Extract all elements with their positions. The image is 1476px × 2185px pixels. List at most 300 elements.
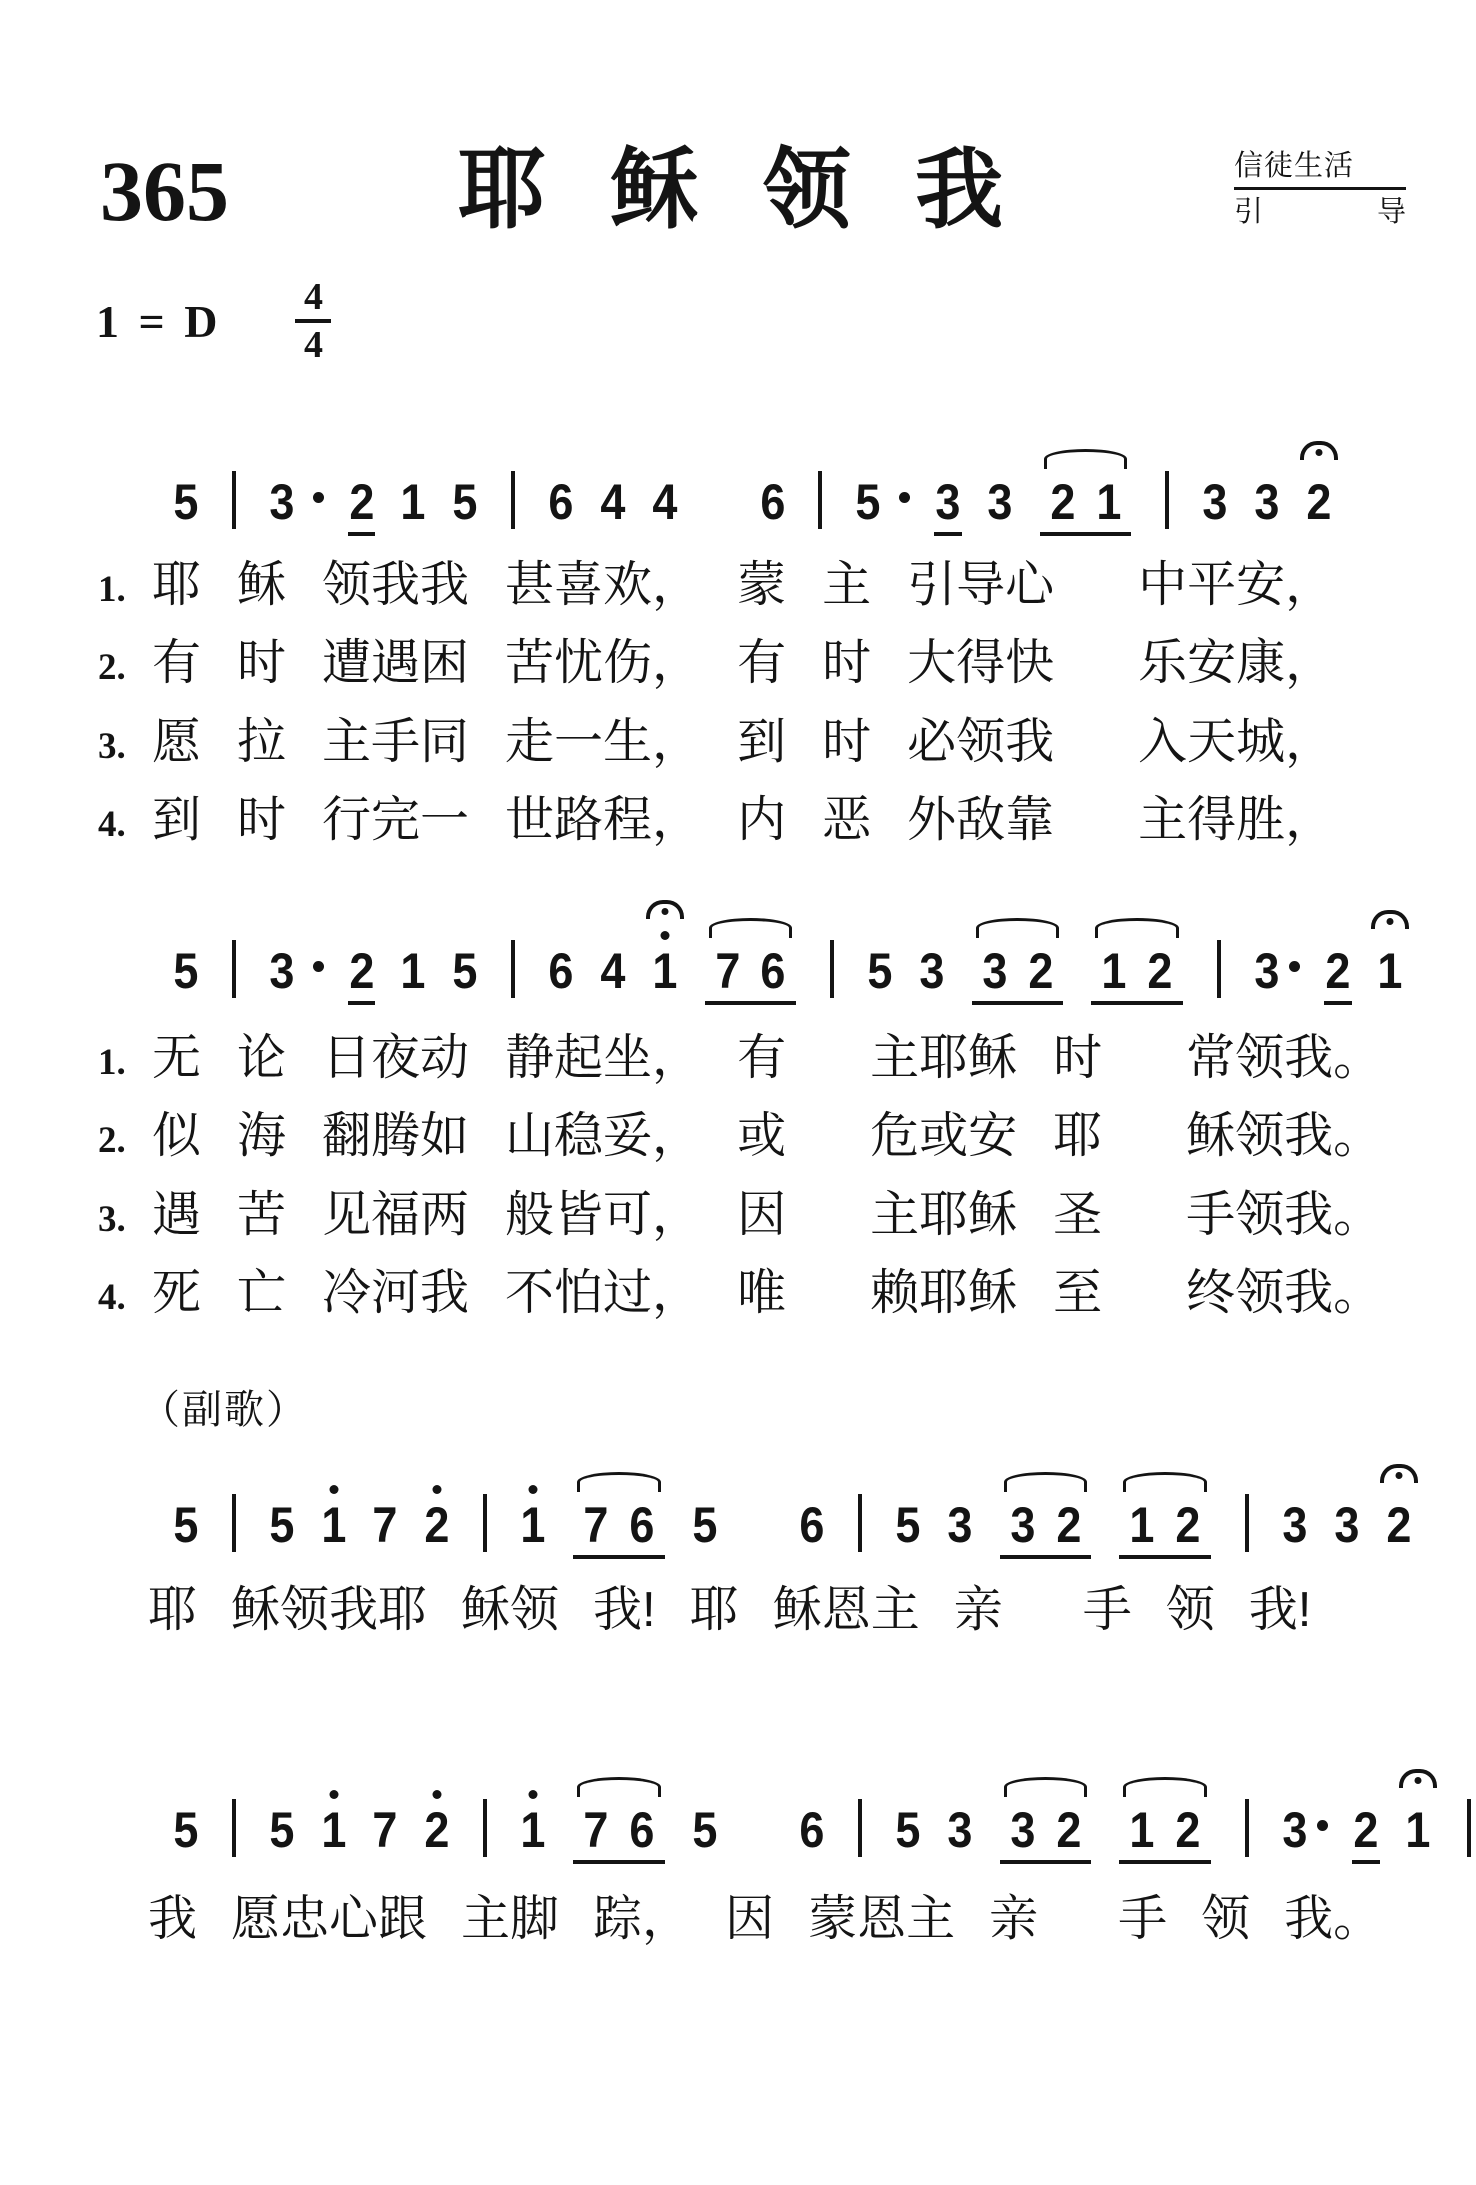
barline bbox=[1165, 471, 1169, 529]
barline bbox=[232, 940, 236, 998]
verse-number: 3. bbox=[98, 725, 126, 767]
slur-arc bbox=[1095, 918, 1179, 938]
note bbox=[172, 942, 200, 1005]
beamed-group bbox=[573, 1801, 665, 1864]
lyric-segment: 有 bbox=[152, 636, 202, 691]
lyric-segment: 冷河我 bbox=[322, 1266, 470, 1321]
lyric-segment: 稣恩主 bbox=[772, 1582, 920, 1637]
note bbox=[399, 474, 427, 536]
note bbox=[451, 474, 479, 536]
wide-gap bbox=[1090, 717, 1102, 768]
lyric-segment: 引导心 bbox=[907, 558, 1055, 612]
note bbox=[691, 1496, 719, 1559]
lyric-segment: 苦忧伤， bbox=[505, 636, 702, 691]
note bbox=[371, 1496, 399, 1559]
lyric-segments bbox=[152, 560, 1334, 611]
note bbox=[172, 1496, 200, 1559]
lyric-segments bbox=[152, 714, 1335, 769]
note bbox=[268, 1801, 296, 1864]
note-digit: 3 bbox=[987, 474, 1013, 530]
lyric-segment: 蒙 bbox=[737, 558, 787, 612]
note bbox=[1281, 1801, 1328, 1864]
meter-numerator: 4 bbox=[303, 276, 323, 318]
fermata bbox=[1371, 910, 1409, 929]
lyric-segment: 到 bbox=[737, 714, 787, 769]
lyric-segment: 有 bbox=[737, 1030, 787, 1085]
note-digit: 6 bbox=[799, 1801, 825, 1858]
lyric-segment: 我 bbox=[148, 1891, 198, 1946]
note-digit: 3 bbox=[982, 942, 1008, 999]
note bbox=[1128, 1496, 1156, 1553]
verse-number: 2. bbox=[98, 647, 126, 689]
lyric-segment: 稣领 bbox=[461, 1582, 560, 1637]
note bbox=[1201, 474, 1229, 536]
note-digit: 5 bbox=[691, 1801, 717, 1858]
note bbox=[348, 942, 376, 1005]
note-digit: 5 bbox=[173, 1801, 199, 1858]
lyric-segment: 静起坐， bbox=[505, 1030, 702, 1085]
lyric-segment: 时 bbox=[822, 714, 872, 769]
lyric-segment: 主耶稣 bbox=[870, 1187, 1018, 1242]
slur-arc bbox=[1123, 1777, 1207, 1797]
note bbox=[1385, 1496, 1413, 1559]
note-digit: 2 bbox=[349, 942, 375, 999]
beamed-group bbox=[1119, 1496, 1211, 1559]
verse-number: 1. bbox=[98, 569, 126, 610]
barline bbox=[511, 471, 515, 529]
lyric-line bbox=[98, 1111, 1476, 1162]
note bbox=[628, 1801, 656, 1858]
final-barline bbox=[1467, 1799, 1476, 1857]
lyric-segment: 翻腾如 bbox=[322, 1109, 470, 1164]
lyric-segment: 常领我。 bbox=[1186, 1030, 1383, 1085]
barline bbox=[858, 1799, 862, 1857]
lyric-segment: 圣 bbox=[1053, 1187, 1103, 1242]
lyric-segment: 外敌靠 bbox=[907, 793, 1055, 848]
lyric-segment: 有 bbox=[737, 636, 787, 691]
lyric-segments bbox=[152, 795, 1334, 846]
note-digit: 1 bbox=[321, 1496, 347, 1553]
lyric-segments bbox=[148, 1891, 1383, 1946]
lyric-line bbox=[98, 1030, 1476, 1085]
lyric-segment: 遇 bbox=[152, 1187, 202, 1242]
note-digit: 1 bbox=[321, 1801, 347, 1858]
lyric-segment: 稣领我。 bbox=[1186, 1109, 1383, 1164]
lyric-segment: 唯 bbox=[737, 1266, 787, 1321]
lyric-segment: 走一生， bbox=[505, 714, 702, 769]
note-digit: 2 bbox=[1175, 1496, 1201, 1553]
note bbox=[1253, 474, 1281, 536]
note-digit: 2 bbox=[424, 1496, 450, 1553]
lyric-segments bbox=[152, 1187, 1383, 1242]
note-digit: 1 bbox=[652, 942, 678, 999]
lyric-segment: 领我我 bbox=[322, 558, 470, 612]
note-digit: 3 bbox=[269, 942, 295, 999]
octave-dot bbox=[329, 1790, 338, 1799]
wide-gap bbox=[1072, 1894, 1084, 1945]
octave-dot bbox=[329, 1485, 338, 1494]
note-digit: 2 bbox=[1050, 474, 1076, 530]
lyric-segment: 论 bbox=[237, 1030, 287, 1085]
lyric-line bbox=[98, 638, 1476, 689]
note-digit: 5 bbox=[855, 474, 881, 530]
note-digit: 2 bbox=[1353, 1801, 1379, 1858]
note-digit: 3 bbox=[1202, 474, 1228, 530]
note bbox=[894, 1496, 922, 1559]
note bbox=[268, 474, 324, 536]
note-digit: 6 bbox=[548, 474, 574, 530]
lyric-segment: 主耶稣 bbox=[870, 1030, 1018, 1085]
beamed-group bbox=[1091, 942, 1183, 1005]
octave-dot bbox=[433, 1790, 442, 1799]
note-digit: 3 bbox=[1010, 1496, 1036, 1553]
note-digit: 2 bbox=[349, 474, 375, 530]
beamed-group bbox=[1119, 1801, 1211, 1864]
wide-gap bbox=[822, 1033, 834, 1084]
note bbox=[1095, 474, 1123, 530]
slur-arc bbox=[1004, 1472, 1088, 1492]
lyric-segment: 领 bbox=[1201, 1891, 1251, 1946]
lyric-segments bbox=[152, 638, 1334, 689]
key-signature: 1 = D bbox=[96, 295, 222, 347]
wide-gap bbox=[822, 1268, 834, 1319]
lyric-segments bbox=[152, 1111, 1382, 1162]
note-digit: 1 bbox=[1095, 474, 1121, 530]
octave-dot bbox=[433, 1485, 442, 1494]
lyric-segments bbox=[152, 1030, 1383, 1085]
note-digit: 5 bbox=[895, 1801, 921, 1858]
lyric-segment: 我! bbox=[593, 1582, 656, 1637]
lyric-segment: 或 bbox=[737, 1109, 787, 1164]
augmentation-dot bbox=[899, 492, 910, 503]
note bbox=[759, 942, 787, 999]
note-digit: 2 bbox=[1386, 1496, 1412, 1553]
verse-block-2 bbox=[0, 1030, 1476, 1321]
note-digit: 4 bbox=[600, 942, 626, 999]
music-line-2 bbox=[160, 889, 1476, 1005]
lyric-segment: 手 bbox=[1082, 1582, 1132, 1637]
note bbox=[854, 474, 910, 536]
augmentation-dot bbox=[313, 492, 324, 503]
lyric-segment: 无 bbox=[152, 1030, 202, 1085]
note bbox=[399, 942, 427, 1005]
note-digit: 5 bbox=[691, 1496, 717, 1553]
lyric-segment: 我! bbox=[1248, 1582, 1312, 1637]
note bbox=[798, 1496, 826, 1559]
lyric-segments bbox=[152, 1268, 1382, 1319]
note-digit: 3 bbox=[269, 474, 295, 530]
slur-arc bbox=[1004, 1777, 1088, 1797]
note-digit: 3 bbox=[1334, 1496, 1360, 1553]
beamed-group bbox=[705, 942, 797, 1005]
note-digit: 1 bbox=[520, 1496, 546, 1553]
note-digit: 2 bbox=[1027, 942, 1053, 999]
lyric-segment: 甚喜欢， bbox=[505, 558, 702, 612]
slur-arc bbox=[709, 918, 793, 938]
note-digit: 1 bbox=[1377, 942, 1403, 999]
wide-gap bbox=[1138, 1190, 1150, 1241]
note bbox=[934, 474, 962, 536]
note-digit: 2 bbox=[1055, 1801, 1081, 1858]
slur-arc bbox=[1044, 449, 1128, 469]
fermata bbox=[1300, 441, 1338, 460]
note-digit: 1 bbox=[400, 942, 426, 999]
note-digit: 5 bbox=[452, 474, 478, 530]
barline bbox=[1245, 1799, 1249, 1857]
lyric-segment: 海 bbox=[237, 1109, 287, 1164]
lyric-segment: 死 bbox=[152, 1266, 202, 1321]
note bbox=[866, 942, 894, 1005]
verse-number: 4. bbox=[98, 1277, 126, 1319]
note-digit: 2 bbox=[424, 1801, 450, 1858]
note bbox=[519, 1801, 547, 1864]
note bbox=[714, 942, 742, 999]
note bbox=[268, 942, 324, 1005]
barline bbox=[232, 1494, 236, 1552]
lyric-segment: 般皆可， bbox=[505, 1187, 702, 1242]
note bbox=[1027, 942, 1055, 999]
lyric-segment: 时 bbox=[1053, 1030, 1103, 1085]
note bbox=[1146, 942, 1174, 999]
note bbox=[1352, 1801, 1380, 1864]
lyric-line bbox=[98, 1187, 1476, 1242]
lyric-segment: 到 bbox=[152, 793, 202, 848]
note bbox=[628, 1496, 656, 1553]
lyric-line bbox=[148, 1582, 1476, 1637]
lyric-segment: 耶 bbox=[689, 1582, 739, 1637]
wide-gap bbox=[1037, 1585, 1049, 1636]
note-digit: 3 bbox=[947, 1801, 973, 1858]
note bbox=[582, 1496, 610, 1553]
slur-arc bbox=[577, 1777, 661, 1797]
lyric-segment: 似 bbox=[152, 1109, 202, 1164]
barline bbox=[1245, 1494, 1249, 1552]
lyric-segments bbox=[148, 1582, 1312, 1637]
lyric-segment: 时 bbox=[237, 636, 287, 691]
note-digit: 2 bbox=[1325, 942, 1351, 999]
wide-gap bbox=[1138, 1111, 1150, 1162]
category-box bbox=[1234, 149, 1406, 230]
note-digit: 2 bbox=[1306, 474, 1332, 530]
lyric-segment: 时 bbox=[822, 636, 872, 691]
note bbox=[1333, 1496, 1361, 1559]
note-digit: 6 bbox=[799, 1496, 825, 1553]
lyric-segment: 主手同 bbox=[322, 714, 470, 769]
note-digit: 3 bbox=[935, 474, 961, 530]
lyric-segment: 愿忠心跟 bbox=[231, 1891, 428, 1946]
note-digit: 6 bbox=[760, 942, 786, 999]
note-digit: 7 bbox=[372, 1801, 398, 1858]
meter-line bbox=[295, 319, 331, 323]
note-digit: 5 bbox=[452, 942, 478, 999]
barline bbox=[818, 471, 822, 529]
wide-gap bbox=[1138, 1033, 1150, 1084]
lyric-segment: 苦 bbox=[237, 1187, 287, 1242]
lyric-segment: 见福两 bbox=[322, 1187, 470, 1242]
note bbox=[1305, 474, 1333, 536]
note bbox=[423, 1801, 451, 1864]
lyric-segment: 主脚 bbox=[461, 1891, 560, 1946]
note bbox=[946, 1496, 974, 1559]
lyric-segment: 主 bbox=[822, 558, 872, 612]
note bbox=[651, 474, 679, 536]
note bbox=[599, 474, 627, 536]
note bbox=[946, 1801, 974, 1864]
note-digit: 1 bbox=[1101, 942, 1127, 999]
note-digit: 5 bbox=[173, 474, 199, 530]
note bbox=[547, 942, 575, 1005]
note bbox=[918, 942, 946, 1005]
lyric-segment: 领 bbox=[1165, 1582, 1215, 1637]
fermata bbox=[646, 900, 684, 919]
lyric-segment: 耶 bbox=[1053, 1109, 1103, 1164]
note-digit: 5 bbox=[173, 1496, 199, 1553]
category-line2-right: 导 bbox=[1376, 196, 1406, 229]
barline bbox=[858, 1494, 862, 1552]
lyric-segment: 踪， bbox=[593, 1891, 692, 1946]
chorus-lyric-block bbox=[0, 1582, 1476, 1637]
lyric-segment: 耶 bbox=[152, 558, 202, 612]
note-digit: 1 bbox=[1129, 1801, 1155, 1858]
lyric-line bbox=[98, 795, 1476, 846]
note bbox=[986, 474, 1014, 536]
lyric-segment: 中平安， bbox=[1138, 558, 1335, 612]
lyric-segment: 世路程， bbox=[505, 793, 702, 848]
note-digit: 3 bbox=[1282, 1496, 1308, 1553]
note-digit: 3 bbox=[1254, 474, 1280, 530]
lyric-segment: 我。 bbox=[1284, 1891, 1383, 1946]
lyric-line bbox=[98, 560, 1476, 611]
note-digit: 5 bbox=[269, 1801, 295, 1858]
note-digit: 1 bbox=[1405, 1801, 1431, 1858]
note bbox=[1055, 1496, 1083, 1553]
note-digit: 5 bbox=[173, 942, 199, 999]
lyric-segment: 危或安 bbox=[870, 1109, 1018, 1164]
note bbox=[1253, 942, 1300, 1005]
verse-number: 3. bbox=[98, 1198, 126, 1240]
slur-arc bbox=[1123, 1472, 1207, 1492]
music-line-3 bbox=[160, 1443, 1476, 1559]
lyric-segment: 主得胜， bbox=[1138, 793, 1335, 848]
note bbox=[651, 942, 679, 1005]
note-digit: 3 bbox=[1254, 942, 1280, 999]
lyric-segment: 因 bbox=[737, 1187, 787, 1242]
note bbox=[268, 1496, 296, 1559]
verse-number: 1. bbox=[98, 1041, 126, 1083]
note bbox=[1281, 1496, 1309, 1559]
note-digit: 3 bbox=[947, 1496, 973, 1553]
barline bbox=[830, 940, 834, 998]
note-digit: 3 bbox=[1010, 1801, 1036, 1858]
note-digit: 1 bbox=[400, 474, 426, 530]
note bbox=[894, 1801, 922, 1864]
hymn-number: 365 bbox=[100, 143, 229, 239]
augmentation-dot bbox=[1289, 961, 1300, 972]
barline bbox=[232, 1799, 236, 1857]
lyric-segment: 赖耶稣 bbox=[870, 1266, 1018, 1321]
note bbox=[1009, 1801, 1037, 1858]
note-digit: 3 bbox=[1282, 1801, 1308, 1858]
lyric-segment: 入天城， bbox=[1138, 714, 1335, 769]
hymn-title: 耶 稣 领 我 bbox=[457, 140, 1006, 239]
note bbox=[599, 942, 627, 1005]
lyric-line bbox=[98, 1268, 1476, 1319]
note bbox=[519, 1496, 547, 1559]
note-digit: 5 bbox=[867, 942, 893, 999]
lyric-segment: 稣 bbox=[237, 558, 287, 612]
barline bbox=[1217, 940, 1221, 998]
beamed-group bbox=[972, 942, 1064, 1005]
barline bbox=[511, 940, 515, 998]
category-line2 bbox=[1234, 190, 1406, 230]
lyric-segment: 亡 bbox=[237, 1266, 287, 1321]
note-digit: 7 bbox=[714, 942, 740, 999]
note bbox=[1100, 942, 1128, 999]
wide-gap bbox=[822, 1111, 834, 1162]
note bbox=[348, 474, 376, 536]
note-digit: 2 bbox=[1147, 942, 1173, 999]
note bbox=[1174, 1801, 1202, 1858]
augmentation-dot bbox=[313, 961, 324, 972]
wide-gap bbox=[1090, 638, 1102, 689]
meter-denominator: 4 bbox=[303, 324, 323, 366]
note bbox=[1376, 942, 1404, 1005]
note-digit: 5 bbox=[895, 1496, 921, 1553]
lyric-segment: 亲 bbox=[989, 1891, 1039, 1946]
beamed-group bbox=[573, 1496, 665, 1559]
note-digit: 7 bbox=[583, 1496, 609, 1553]
note-digit: 4 bbox=[652, 474, 678, 530]
note-digit: 6 bbox=[629, 1801, 655, 1858]
lyric-segment: 耶 bbox=[148, 1582, 198, 1637]
lyric-segment: 不怕过， bbox=[505, 1266, 702, 1321]
lyric-segment: 乐安康， bbox=[1138, 636, 1335, 691]
note bbox=[1009, 1496, 1037, 1553]
note bbox=[451, 942, 479, 1005]
lyric-segment: 内 bbox=[737, 793, 787, 848]
slur-arc bbox=[577, 1472, 661, 1492]
verse-number: 2. bbox=[98, 1120, 126, 1162]
beamed-group bbox=[1000, 1496, 1092, 1559]
wide-gap bbox=[1090, 560, 1102, 611]
note-digit: 3 bbox=[919, 942, 945, 999]
octave-dot bbox=[528, 1790, 537, 1799]
note-digit: 6 bbox=[759, 474, 785, 530]
note bbox=[798, 1801, 826, 1864]
music-line-1 bbox=[160, 420, 1476, 536]
octave-dot bbox=[528, 1485, 537, 1494]
note-digit: 2 bbox=[1055, 1496, 1081, 1553]
note bbox=[172, 1801, 200, 1864]
lyric-segment: 必领我 bbox=[907, 714, 1055, 769]
lyric-segment: 愿 bbox=[152, 714, 202, 769]
note bbox=[691, 1801, 719, 1864]
octave-dot bbox=[660, 931, 669, 940]
note bbox=[1404, 1801, 1432, 1864]
barline bbox=[232, 471, 236, 529]
lyric-segment: 拉 bbox=[237, 714, 287, 769]
note-digit: 7 bbox=[372, 1496, 398, 1553]
note bbox=[981, 942, 1009, 999]
category-line1: 信徒生活 bbox=[1234, 149, 1406, 190]
note bbox=[371, 1801, 399, 1864]
time-signature bbox=[295, 278, 331, 364]
fermata bbox=[1380, 1464, 1418, 1483]
lyric-line bbox=[98, 714, 1476, 769]
note-digit: 5 bbox=[269, 1496, 295, 1553]
note bbox=[547, 474, 575, 536]
note-digit: 1 bbox=[520, 1801, 546, 1858]
